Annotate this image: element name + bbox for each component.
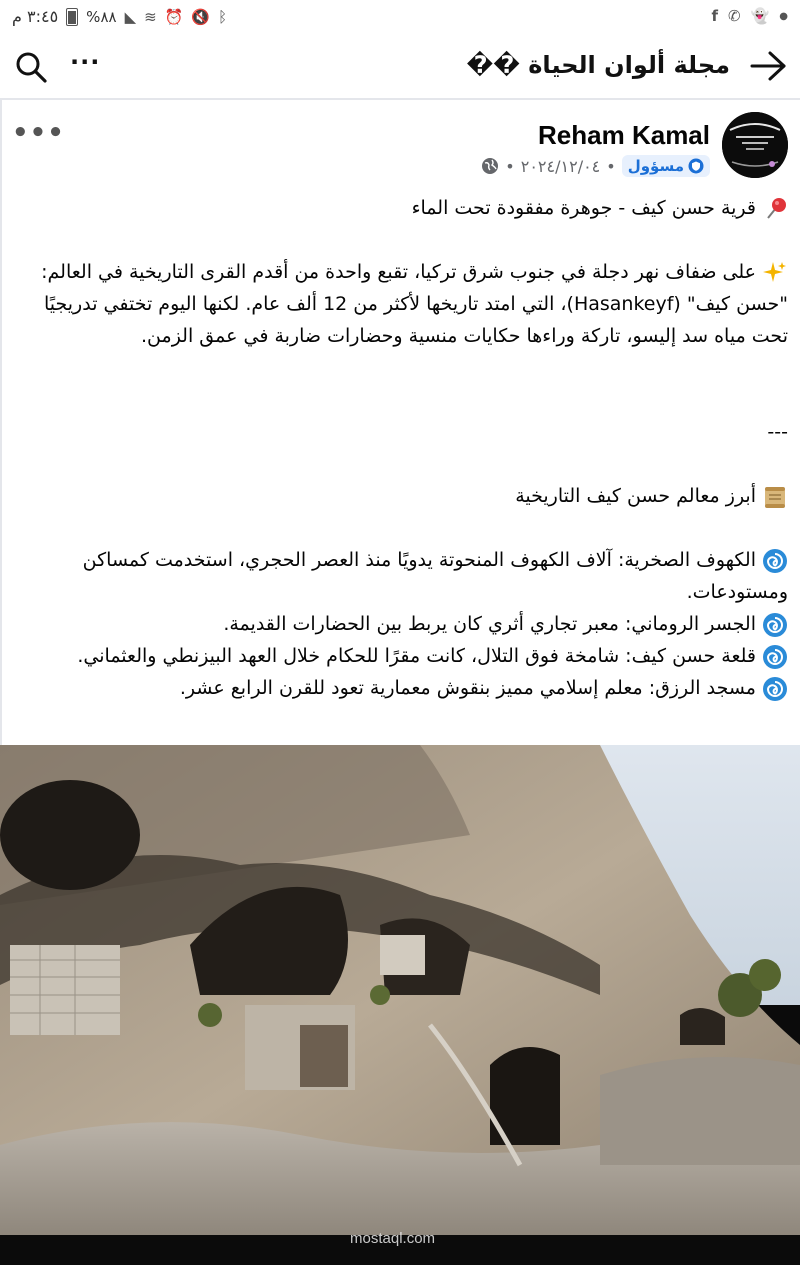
mute-icon: 🔇 [191,7,211,26]
divider-text: --- [767,421,788,443]
battery-level: %٨٨ [86,7,117,26]
arrow-back-icon [748,48,788,84]
landmarks-heading [12,480,788,512]
meta-separator: • [606,156,616,176]
spacer [12,384,788,416]
photo-watermark: mostaql.com [350,1230,436,1247]
pushpin-icon [762,196,788,222]
header-more-button[interactable]: ··· [70,48,101,76]
cyclone-icon [762,612,788,638]
list-item-text: مسجد الرزق: معلم إسلامي مميز بنقوش معمارية تعود للقرن الرابع عشر. [179,677,756,699]
cyclone-icon [762,548,788,574]
search-icon [14,50,48,84]
avatar-image [722,112,788,178]
author-avatar[interactable] [722,112,788,178]
status-time: ٣:٤٥ م [12,7,59,26]
back-button[interactable] [748,48,788,84]
battery-icon [66,8,78,26]
list-item-text: الكهوف الصخرية: آلاف الكهوف المنحوتة يدويًا منذ العصر الحجري، استخدمت كمساكن ومستودعات. [82,549,788,603]
facebook-icon: f [711,7,718,25]
author-name[interactable]: Reham Kamal [538,120,710,150]
shield-icon [688,158,704,174]
intro-paragraph [12,256,788,352]
spacer [12,448,788,480]
list-item [12,640,788,672]
spacer [12,224,788,256]
snapchat-icon: 👻 [750,7,770,25]
list-item [12,544,788,608]
status-left [12,7,227,26]
meta-separator-2: • [505,156,515,176]
whatsapp-icon: ✆ [728,7,741,25]
wifi-icon: ≋ [144,7,157,26]
notification-icon: ● [779,10,788,22]
admin-badge[interactable] [622,155,710,177]
sparkles-icon [762,260,788,286]
landmarks-heading-text: أبرز معالم حسن كيف التاريخية [515,485,756,507]
status-right [711,7,788,25]
page-title[interactable]: مجلة ألوان الحياة �� [466,51,730,79]
list-item [12,672,788,704]
scroll-icon [762,484,788,510]
bluetooth-icon: ᛒ [218,7,228,26]
post-date[interactable]: ٢٠٢٤/١٢/٠٤ [520,156,601,176]
list-item-text: قلعة حسن كيف: شامخة فوق التلال، كانت مقرًا للحكام خلال العهد البيزنطي والعثماني. [77,645,756,667]
headline-text: قرية حسن كيف - جوهرة مفقودة تحت الماء [411,197,756,219]
status-bar [0,0,800,34]
list-item [12,608,788,640]
post-left-border [0,100,2,750]
post-photo[interactable] [0,745,800,1265]
alarm-icon: ⏰ [164,7,184,26]
spacer [12,512,788,544]
globe-icon [481,157,499,175]
post-headline [12,192,788,224]
cave-dwellings-image [0,745,800,1235]
post-options-button[interactable]: ••• [12,118,65,148]
list-item-text: الجسر الروماني: معبر تجاري أثري كان يربط بين الحضارات القديمة. [223,613,756,635]
post-body [12,192,788,704]
signal-icon: ◣ [124,7,137,26]
cyclone-icon [762,644,788,670]
intro-text: على ضفاف نهر دجلة في جنوب شرق تركيا، تقبع واحدة من أقدم القرى التاريخية في العالم: "حسن كيف" (Hasankeyf)، التي امتد تاريخها لأكثر من 12 ألف عام. لكنها اليوم تختفي تدريجيًا تحت مياه سد إليسو، تاركة وراءها حكايات منسية وحضارات ضاربة في عمق الزمن. [41,261,788,347]
app-header [0,34,800,98]
admin-badge-label: مسؤول [627,157,684,175]
header-divider [0,98,800,100]
cyclone-icon [762,676,788,702]
post-meta [481,155,710,177]
search-button[interactable] [14,50,48,84]
spacer [12,352,788,384]
